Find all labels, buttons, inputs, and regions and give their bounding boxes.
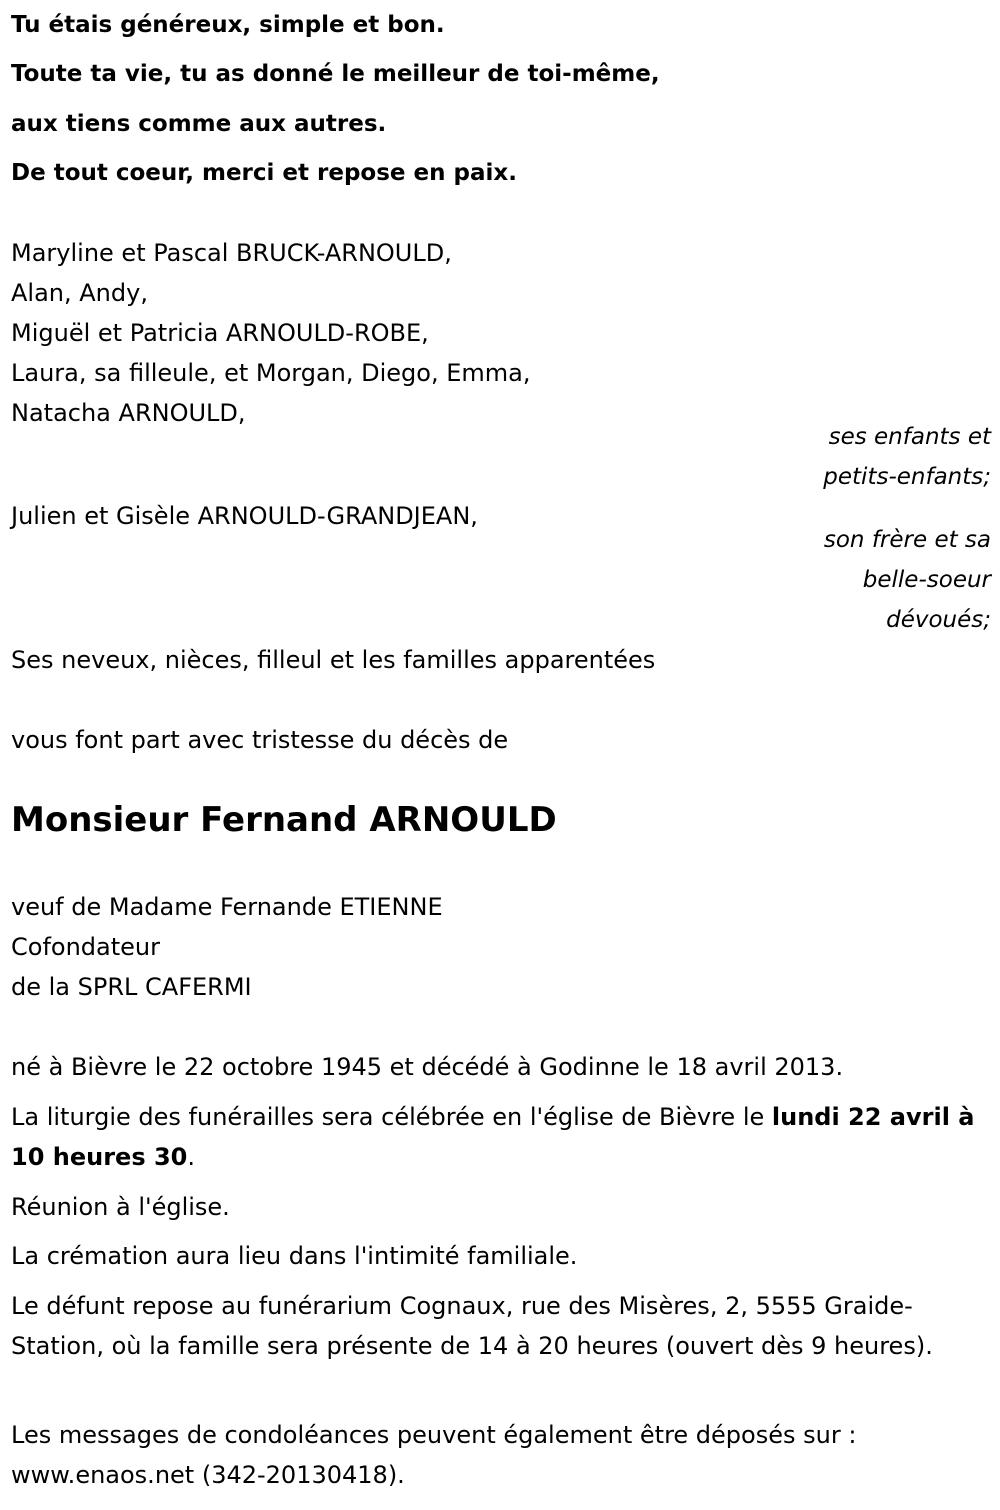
family-siblings-line-1: Julien et Gisèle ARNOULD-GRANDJEAN, — [11, 502, 478, 530]
children-role-line-1: ses enfants et — [828, 424, 991, 450]
children-role-line-2: petits-enfants; — [823, 464, 991, 490]
poem-line-1: Tu étais généreux, simple et bon. — [11, 12, 445, 38]
birth-death-info: né à Bièvre le 22 octobre 1945 et décédé à Godinne le 18 avril 2013. — [11, 1053, 844, 1081]
deceased-name: Monsieur Fernand ARNOULD — [11, 800, 557, 840]
funerarium-info: Le défunt repose au funérarium Cognaux, rue des Misères, 2, 5555 Graide-Station, où la famille sera présente de 14 à 20 heures (ouvert dès 9 heures). — [11, 1292, 933, 1360]
liturgy-suffix: . — [187, 1143, 195, 1171]
announcement-text: vous font part avec tristesse du décès de — [11, 726, 509, 754]
siblings-role-line-2: belle-soeur — [862, 567, 991, 593]
liturgy-date: lundi 22 avril à 10 heures 30 — [11, 1103, 975, 1171]
poem-line-3: aux tiens comme aux autres. — [11, 111, 387, 137]
family-children-line-4: Laura, sa filleule, et Morgan, Diego, Emma, — [11, 359, 531, 387]
obituary-page — [11, 0, 991, 1510]
liturgy-info — [11, 1097, 986, 1177]
siblings-role-line-1: son frère et sa — [823, 527, 991, 553]
family-children-line-3: Miguël et Patricia ARNOULD-ROBE, — [11, 319, 429, 347]
family-children-line-1: Maryline et Pascal BRUCK-ARNOULD, — [11, 239, 452, 267]
deceased-detail-2: Cofondateur — [11, 933, 160, 961]
family-relatives: Ses neveux, nièces, filleul et les familles apparentées — [11, 646, 656, 674]
family-children-line-5: Natacha ARNOULD, — [11, 399, 246, 427]
poem-line-4: De tout coeur, merci et repose en paix. — [11, 160, 517, 186]
poem-line-2: Toute ta vie, tu as donné le meilleur de toi-même, — [11, 61, 660, 87]
siblings-role-line-3: dévoués; — [886, 607, 991, 633]
condolences-info: Les messages de condoléances peuvent également être déposés sur : www.enaos.net (342-20130418). — [11, 1421, 857, 1489]
family-children-line-2: Alan, Andy, — [11, 279, 148, 307]
deceased-detail-1: veuf de Madame Fernande ETIENNE — [11, 893, 443, 921]
deceased-detail-3: de la SPRL CAFERMI — [11, 973, 252, 1001]
liturgy-prefix: La liturgie des funérailles sera célébrée en l'église de Bièvre le — [11, 1103, 772, 1131]
cremation-info: La crémation aura lieu dans l'intimité familiale. — [11, 1242, 578, 1270]
reunion-info: Réunion à l'église. — [11, 1193, 230, 1221]
